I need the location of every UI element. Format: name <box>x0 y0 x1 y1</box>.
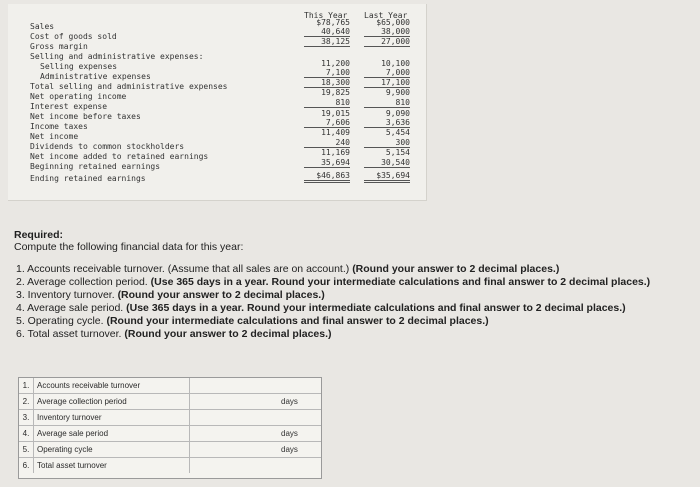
answer-row-label: Accounts receivable turnover <box>37 378 190 393</box>
operating-cycle-input[interactable] <box>191 443 271 456</box>
requirement-text: 5. Operating cycle. <box>16 315 107 327</box>
requirement-text: 3. Inventory turnover. <box>16 289 118 301</box>
row-label-gross-margin: Gross margin <box>30 42 88 51</box>
row-label-dividends: Dividends to common stockholders <box>30 142 185 151</box>
answer-row-avg-sale-period <box>19 426 321 442</box>
value-gross-margin-this-year: 38,125 <box>304 37 350 47</box>
value-gross-margin-last-year: 27,000 <box>364 37 410 47</box>
total-asset-turnover-input[interactable] <box>191 459 271 472</box>
avg-sale-period-input[interactable] <box>191 427 271 440</box>
value-beginning-re-last-year: 30,540 <box>364 158 410 168</box>
answer-row-label: Total asset turnover <box>37 458 190 473</box>
answer-row-ar-turnover <box>19 378 321 394</box>
value-total-sga-last-year: 17,100 <box>364 78 410 88</box>
answer-row-number: 1. <box>19 378 34 393</box>
requirement-instruction: (Round your intermediate calculations and final answer to 2 decimal places.) <box>106 315 489 327</box>
requirement-text: 4. Average sale period. <box>16 302 127 314</box>
row-label-net-income-before-taxes: Net income before taxes <box>30 112 141 121</box>
value-admin-this-year: 7,100 <box>304 68 350 78</box>
row-label-income-taxes: Income taxes <box>30 122 88 131</box>
requirement-instruction: (Round your answer to 2 decimal places.) <box>352 263 560 275</box>
row-label-sales: Sales <box>30 22 55 31</box>
requirement-instruction: (Use 365 days in a year. Round your intermediate calculations and final answer to 2 decimal places.) <box>150 276 651 288</box>
row-label-admin-expenses: Administrative expenses <box>40 72 151 81</box>
answer-row-label: Average sale period <box>37 426 190 441</box>
value-added-re-last-year: 5,154 <box>385 148 410 157</box>
requirement-text: 6. Total asset turnover. <box>16 328 125 340</box>
value-added-re-this-year: 11,169 <box>321 148 350 157</box>
value-cogs-last-year: 38,000 <box>364 27 410 37</box>
row-label-sga-header: Selling and administrative expenses: <box>30 52 204 61</box>
requirement-item-1 <box>16 263 559 275</box>
value-net-income-this-year: 11,409 <box>321 128 350 137</box>
value-noi-last-year: 9,900 <box>385 88 410 97</box>
answer-row-avg-collection <box>19 394 321 410</box>
answer-row-unit: days <box>281 397 298 406</box>
answer-row-label: Inventory turnover <box>37 410 190 425</box>
row-label-interest-expense: Interest expense <box>30 102 108 111</box>
answer-row-number: 3. <box>19 410 34 425</box>
value-taxes-this-year: 7,606 <box>304 118 350 128</box>
row-label-beginning-re: Beginning retained earnings <box>30 162 161 171</box>
requirement-item-5 <box>16 315 489 327</box>
requirement-text: 2. Average collection period. <box>16 276 151 288</box>
col-header-last-year: Last Year <box>364 11 408 20</box>
inventory-turnover-input[interactable] <box>191 411 271 424</box>
requirement-item-3 <box>16 289 325 301</box>
row-label-net-income-added: Net income added to retained earnings <box>30 152 209 161</box>
answer-row-unit: days <box>281 445 298 454</box>
requirement-instruction: (Round your answer to 2 decimal places.) <box>124 328 332 340</box>
value-interest-last-year: 810 <box>364 98 410 108</box>
value-noi-this-year: 19,825 <box>321 88 350 97</box>
value-admin-last-year: 7,000 <box>364 68 410 78</box>
required-intro: Compute the following financial data for this year: <box>14 241 244 253</box>
answer-row-label: Average collection period <box>37 394 190 409</box>
requirement-text: 1. Accounts receivable turnover. (Assume that all sales are on account.) <box>16 263 353 275</box>
value-selling-this-year: 11,200 <box>321 59 350 68</box>
value-selling-last-year: 10,100 <box>381 59 410 68</box>
row-label-ending-re: Ending retained earnings <box>30 174 146 183</box>
value-taxes-last-year: 3,636 <box>364 118 410 128</box>
value-beginning-re-this-year: 35,694 <box>304 158 350 168</box>
row-label-cogs: Cost of goods sold <box>30 32 117 41</box>
answer-row-label: Operating cycle <box>37 442 190 457</box>
row-label-net-income: Net income <box>30 132 79 141</box>
value-interest-this-year: 810 <box>304 98 350 108</box>
requirement-item-2 <box>16 276 650 288</box>
answer-row-total-asset-turnover <box>19 458 321 473</box>
col-header-this-year: This Year <box>304 11 348 20</box>
required-heading: Required: <box>14 229 64 241</box>
row-label-net-operating-income: Net operating income <box>30 92 127 101</box>
row-label-total-sga: Total selling and administrative expenses <box>30 82 228 91</box>
value-total-sga-this-year: 18,300 <box>304 78 350 88</box>
requirement-item-6 <box>16 328 332 340</box>
avg-collection-period-input[interactable] <box>191 395 271 408</box>
requirement-instruction: (Round your answer to 2 decimal places.) <box>117 289 325 301</box>
value-sales-this-year: $78,765 <box>316 18 350 27</box>
answer-row-number: 6. <box>19 458 34 473</box>
answer-row-number: 5. <box>19 442 34 457</box>
answer-row-number: 2. <box>19 394 34 409</box>
value-nibt-this-year: 19,015 <box>321 109 350 118</box>
value-dividends-last-year: 300 <box>364 138 410 148</box>
value-dividends-this-year: 240 <box>304 138 350 148</box>
row-label-selling-expenses: Selling expenses <box>40 62 118 71</box>
answer-row-unit: days <box>281 429 298 438</box>
ar-turnover-input[interactable] <box>191 379 271 392</box>
requirement-item-4 <box>16 302 626 314</box>
value-cogs-this-year: 40,640 <box>304 27 350 37</box>
answer-row-inventory-turnover <box>19 410 321 426</box>
value-nibt-last-year: 9,090 <box>385 109 410 118</box>
value-ending-re-this-year: $46,863 <box>304 171 350 183</box>
value-net-income-last-year: 5,454 <box>385 128 410 137</box>
answer-row-number: 4. <box>19 426 34 441</box>
answer-row-operating-cycle <box>19 442 321 458</box>
value-sales-last-year: $65,000 <box>376 18 410 27</box>
income-statement-panel <box>8 4 427 201</box>
requirement-instruction: (Use 365 days in a year. Round your intermediate calculations and final answer to 2 decimal places.) <box>126 302 626 314</box>
value-ending-re-last-year: $35,694 <box>364 171 410 183</box>
answer-table <box>18 377 322 479</box>
